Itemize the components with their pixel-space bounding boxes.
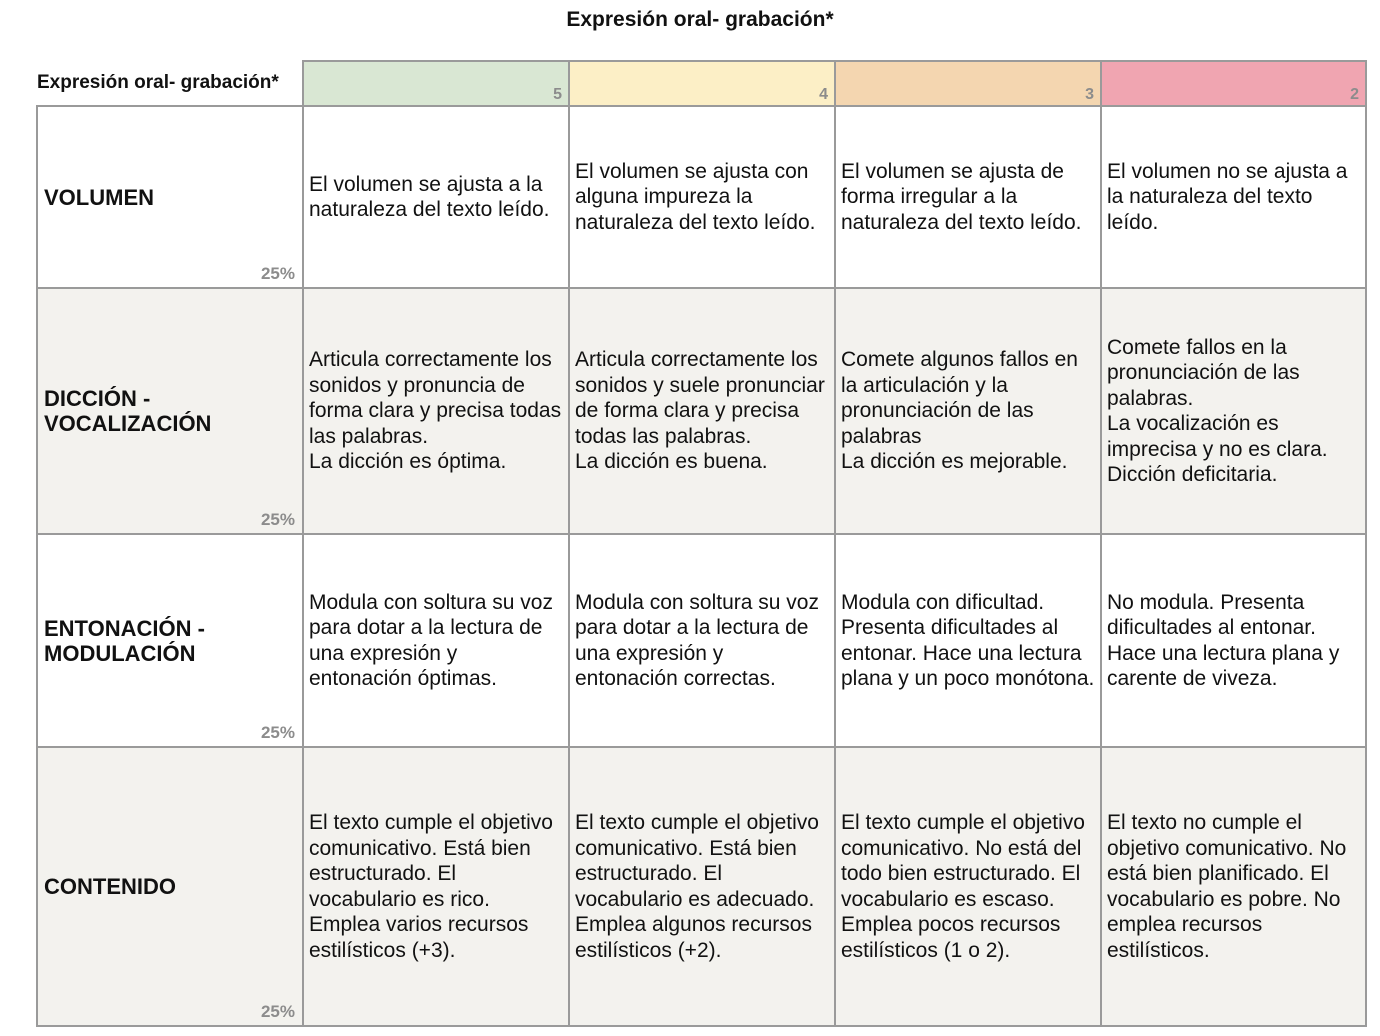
criterion-weight: 25%: [260, 510, 295, 529]
descriptor-cell: El texto no cumple el objetivo comunicativo. No está bien planificado. El vocabulario es pobre. No emplea recursos estilísticos.: [1101, 747, 1366, 1026]
descriptor-cell: Modula con soltura su voz para dotar a la lectura de una expresión y entonación óptimas.: [303, 534, 569, 747]
descriptor-cell: Comete algunos fallos en la articulación y la pronunciación de las palabras La dicción es mejorable.: [835, 288, 1101, 534]
criterion-name: ENTONACIÓN - MODULACIÓN: [44, 615, 205, 666]
criterion-name: VOLUMEN: [44, 184, 154, 210]
descriptor-cell: El volumen se ajusta con alguna impureza la naturaleza del texto leído.: [569, 106, 835, 288]
criterion-weight: 25%: [260, 1002, 295, 1021]
criterion-weight: 25%: [260, 264, 295, 283]
table-row: [37, 106, 1366, 288]
level-header-3: 3: [835, 61, 1101, 106]
descriptor-cell: Articula correctamente los sonidos y pronuncia de forma clara y precisa todas las palabras. La dicción es óptima.: [303, 288, 569, 534]
criterion-cell: [37, 106, 303, 288]
criterion-cell: [37, 747, 303, 1026]
descriptor-cell: El volumen no se ajusta a la naturaleza del texto leído.: [1101, 106, 1366, 288]
page-title: Expresión oral- grabación*: [566, 8, 834, 31]
level-header-4: 4: [569, 61, 835, 106]
criterion-cell: [37, 288, 303, 534]
descriptor-cell: El texto cumple el objetivo comunicativo. Está bien estructurado. El vocabulario es rico. Emplea varios recursos estilísticos (+3).: [303, 747, 569, 1026]
descriptor-cell: Modula con dificultad. Presenta dificultades al entonar. Hace una lectura plana y un poco monótona.: [835, 534, 1101, 747]
table-row: [37, 534, 1366, 747]
criterion-weight: 25%: [260, 723, 295, 742]
descriptor-cell: El texto cumple el objetivo comunicativo. Está bien estructurado. El vocabulario es adecuado. Emplea algunos recursos estilísticos (+2).: [569, 747, 835, 1026]
descriptor-cell: Comete fallos en la pronunciación de las palabras. La vocalización es imprecisa y no es clara. Dicción deficitaria.: [1101, 288, 1366, 534]
descriptor-cell: El texto cumple el objetivo comunicativo. No está del todo bien estructurado. El vocabulario es escaso. Emplea pocos recursos estilísticos (1 o 2).: [835, 747, 1101, 1026]
descriptor-cell: El volumen se ajusta de forma irregular a la naturaleza del texto leído.: [835, 106, 1101, 288]
rubric-table: [36, 60, 1367, 1027]
criterion-name: CONTENIDO: [44, 874, 176, 899]
descriptor-cell: El volumen se ajusta a la naturaleza del texto leído.: [303, 106, 569, 288]
table-row: [37, 288, 1366, 534]
level-header-5: 5: [303, 61, 569, 106]
criterion-name: DICCIÓN - VOCALIZACIÓN: [44, 386, 212, 436]
descriptor-cell: No modula. Presenta dificultades al entonar. Hace una lectura plana y carente de viveza.: [1101, 534, 1366, 747]
rubric-label: Expresión oral- grabación*: [37, 61, 303, 106]
descriptor-cell: Modula con soltura su voz para dotar a la lectura de una expresión y entonación correctas.: [569, 534, 835, 747]
level-header-2: 2: [1101, 61, 1366, 106]
table-row: [37, 747, 1366, 1026]
criterion-cell: [37, 534, 303, 747]
descriptor-cell: Articula correctamente los sonidos y suele pronunciar de forma clara y precisa todas las palabras. La dicción es buena.: [569, 288, 835, 534]
header-row: [37, 61, 1366, 106]
